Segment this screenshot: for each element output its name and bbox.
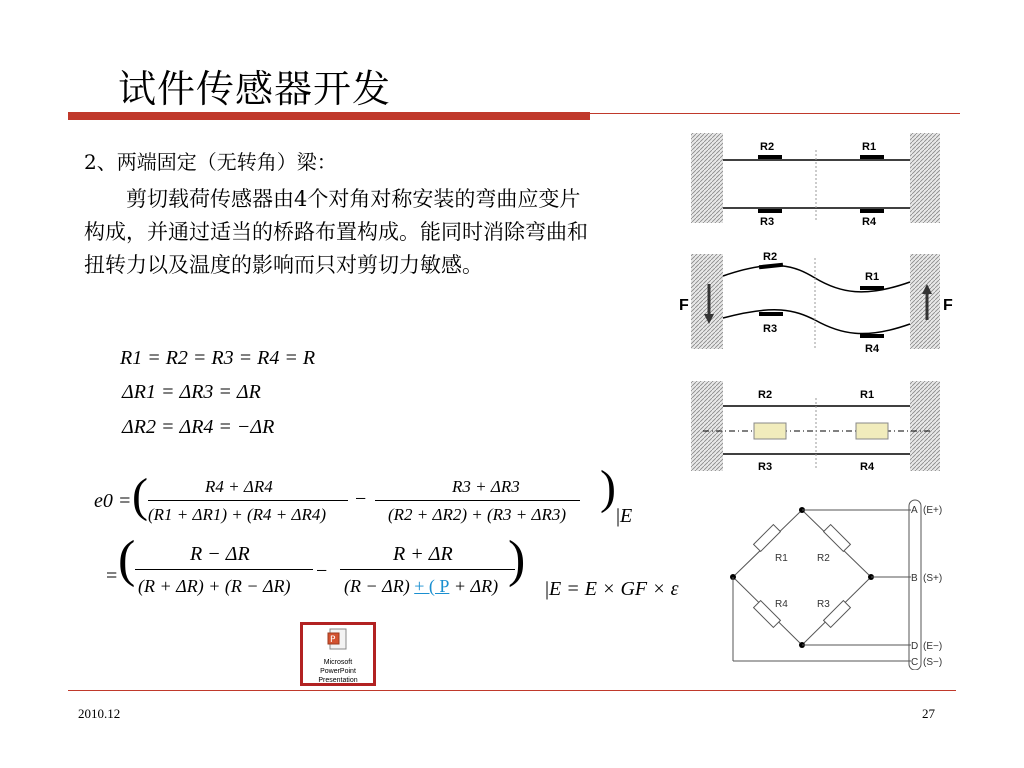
gauge-r2 bbox=[758, 155, 782, 159]
fraction-2-bar bbox=[375, 500, 580, 501]
minus-sign-1: − bbox=[355, 488, 367, 510]
bracket-close-2: ) bbox=[508, 531, 526, 588]
gauge-pair-left bbox=[754, 423, 786, 439]
powerpoint-file-icon bbox=[327, 628, 349, 652]
fraction-1-denominator: (R1 + ΔR1) + (R4 + ΔR4) bbox=[148, 505, 327, 524]
slide-title: 试件传感器开发 bbox=[118, 67, 392, 111]
force-label-right: F bbox=[943, 297, 953, 314]
fraction-1-numerator: R4 + ΔR4 bbox=[205, 477, 273, 496]
beam1-label-r4: R4 bbox=[862, 216, 877, 225]
minus-sign-2: − bbox=[316, 560, 328, 582]
gauge-r4 bbox=[860, 334, 884, 338]
beam3-label-r2: R2 bbox=[758, 389, 773, 401]
terminal-d-label: (E−) bbox=[923, 641, 943, 652]
fraction-3-bar bbox=[135, 569, 313, 570]
bridge-label-r1: R1 bbox=[775, 553, 788, 564]
fraction-4-numerator: R + ΔR bbox=[393, 543, 453, 565]
beam3-label-r3: R3 bbox=[758, 461, 773, 473]
terminal-d: D bbox=[911, 641, 919, 652]
terminal-a: A bbox=[911, 505, 918, 516]
bridge-label-r3: R3 bbox=[817, 599, 830, 610]
bridge-label-r4: R4 bbox=[775, 599, 788, 610]
gauge-r1 bbox=[860, 286, 884, 290]
embedded-presentation-label: Microsoft PowerPoint Presentation bbox=[318, 659, 358, 684]
terminal-c-label: (S−) bbox=[923, 657, 943, 668]
beam1-label-r3: R3 bbox=[760, 216, 775, 225]
beam2-label-r4: R4 bbox=[865, 343, 880, 355]
beam3-label-r1: R1 bbox=[860, 389, 875, 401]
equals-sign-2: = bbox=[106, 565, 118, 587]
fraction-2-denominator: (R2 + ΔR2) + (R3 + ΔR3) bbox=[388, 505, 567, 524]
equation-tail-gf: |E = E × GF × ε bbox=[545, 578, 679, 600]
footer-divider bbox=[68, 690, 956, 691]
wall-right bbox=[910, 133, 940, 223]
equation-resistances-equal: R1 = R2 = R3 = R4 = R bbox=[120, 347, 316, 369]
fraction-3-numerator: R − ΔR bbox=[190, 543, 250, 565]
equation-delta-r1-r3: ΔR1 = ΔR3 = ΔR bbox=[122, 381, 261, 403]
bridge-resistor-r2 bbox=[824, 525, 851, 552]
equation-link[interactable]: + ( P bbox=[414, 576, 450, 596]
wall-right bbox=[910, 381, 940, 471]
fraction-2-numerator: R3 + ΔR3 bbox=[452, 477, 520, 496]
gauge-r2 bbox=[759, 263, 783, 269]
wall-left bbox=[691, 381, 723, 471]
title-accent-bar bbox=[68, 112, 590, 120]
footer-date: 2010.12 bbox=[78, 706, 121, 721]
equation-tail-e: |E bbox=[616, 505, 633, 527]
wall-left bbox=[691, 133, 723, 223]
equation-e0-label: e0 = bbox=[94, 490, 132, 512]
bridge-resistor-r1 bbox=[754, 525, 781, 552]
section-heading: 2、两端固定（无转角）梁： bbox=[84, 150, 337, 174]
bracket-close-1: ) bbox=[600, 461, 616, 514]
beam-diagram-unloaded bbox=[688, 130, 943, 225]
fraction-4-bar bbox=[340, 569, 515, 570]
force-label-left: F bbox=[679, 297, 689, 314]
fraction-4-denominator: (R − ΔR) + ( P + ΔR) bbox=[344, 576, 499, 596]
gauge-r3 bbox=[759, 312, 783, 316]
gauge-r3 bbox=[758, 209, 782, 213]
beam1-label-r2: R2 bbox=[760, 141, 775, 153]
gauge-r1 bbox=[860, 155, 884, 159]
beam-diagram-loaded bbox=[675, 248, 965, 358]
wall-left bbox=[691, 254, 723, 349]
beam1-label-r1: R1 bbox=[862, 141, 877, 153]
embedded-presentation-icon[interactable] bbox=[300, 622, 376, 686]
wall-right bbox=[910, 254, 940, 349]
description-paragraph: 剪切载荷传感器由4个对角对称安装的弯曲应变片构成，并通过适当的桥路布置构成。能同时消除弯曲和扭转力以及温度的影响而只对剪切力敏感。 bbox=[84, 187, 588, 277]
beam2-label-r1: R1 bbox=[865, 271, 880, 283]
beam-diagram-top-view bbox=[688, 378, 943, 473]
bracket-open-2: ( bbox=[118, 531, 136, 588]
beam2-label-r2: R2 bbox=[763, 251, 778, 263]
terminal-b: B bbox=[911, 573, 918, 584]
title-underline bbox=[590, 113, 960, 114]
terminal-b-label: (S+) bbox=[923, 573, 943, 584]
page-number: 27 bbox=[922, 706, 935, 721]
beam2-label-r3: R3 bbox=[763, 323, 778, 335]
bracket-open-1: ( bbox=[132, 469, 148, 522]
svg-text:P: P bbox=[330, 635, 336, 645]
equation-delta-r2-r4: ΔR2 = ΔR4 = −ΔR bbox=[122, 416, 275, 438]
beam3-label-r4: R4 bbox=[860, 461, 875, 473]
gauge-pair-right bbox=[856, 423, 888, 439]
bridge-label-r2: R2 bbox=[817, 553, 830, 564]
wheatstone-bridge-diagram bbox=[725, 495, 955, 670]
terminal-a-label: (E+) bbox=[923, 505, 943, 516]
terminal-c: C bbox=[911, 657, 919, 668]
fraction-1-bar bbox=[148, 500, 348, 501]
fraction-3-denominator: (R + ΔR) + (R − ΔR) bbox=[138, 576, 291, 596]
gauge-r4 bbox=[860, 209, 884, 213]
